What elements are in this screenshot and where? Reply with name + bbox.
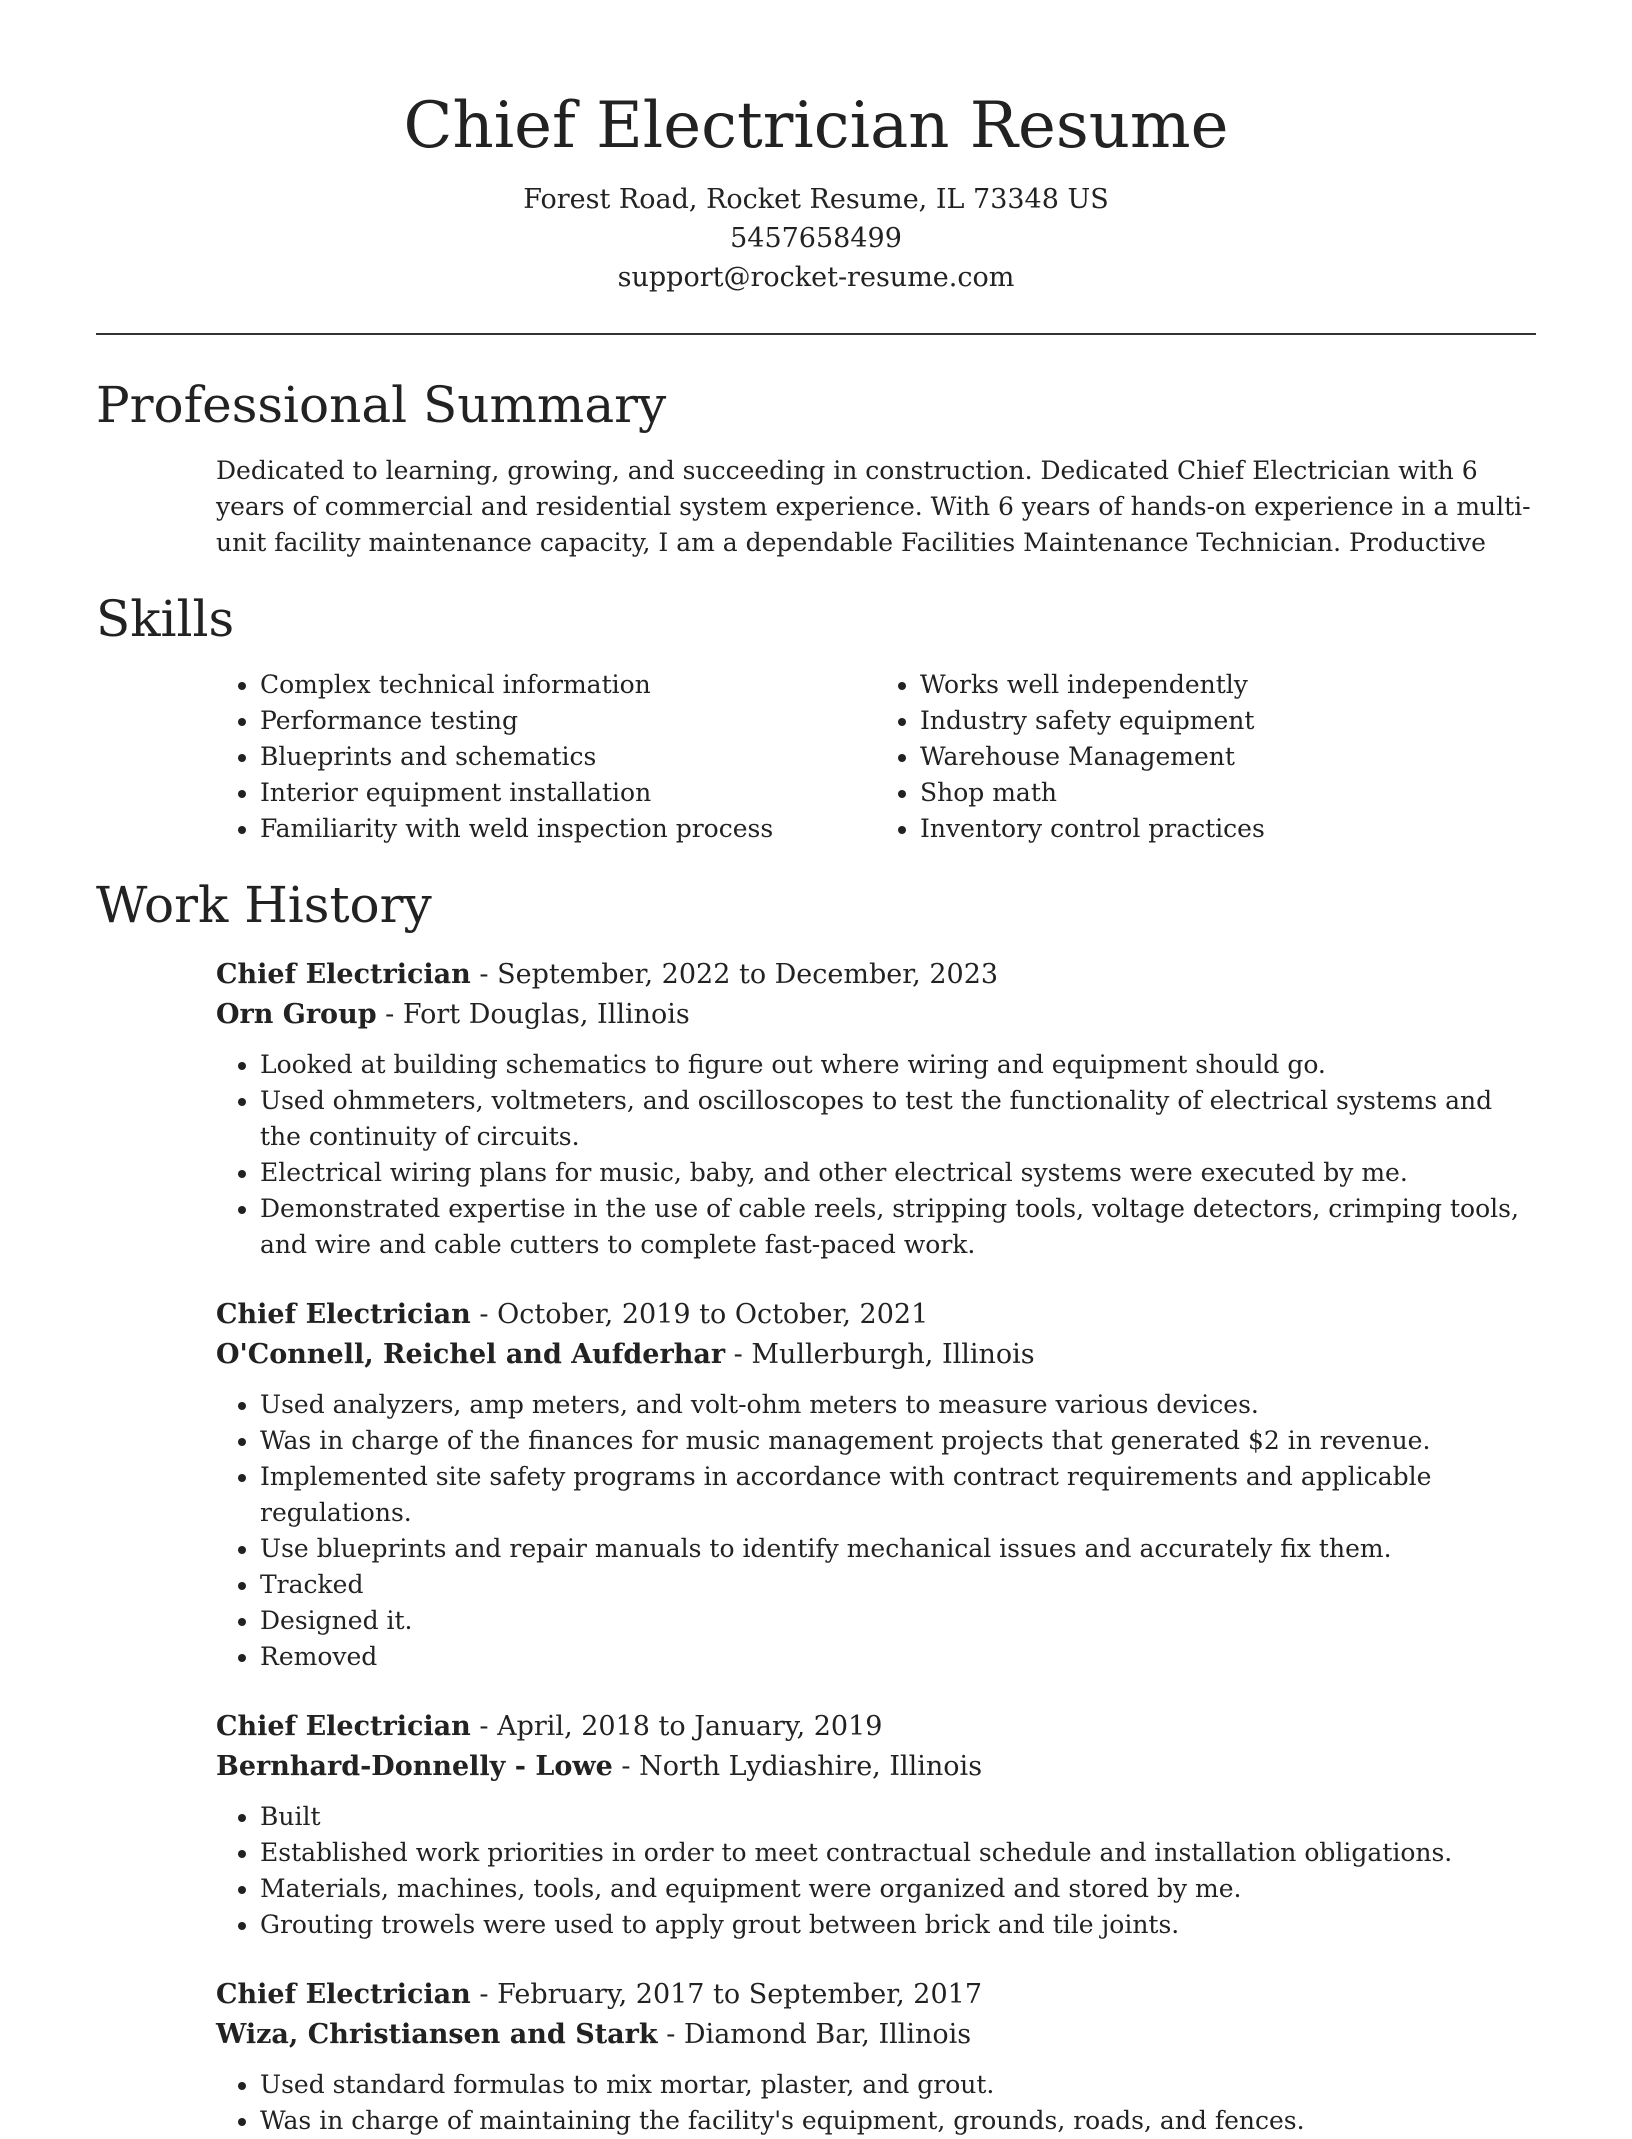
job-entry [216, 1707, 1536, 1943]
skills-column-left [216, 667, 876, 847]
job-bullet: • Designed it. [260, 1603, 1536, 1639]
job-role-line [216, 1975, 1536, 2015]
job-bullet: • Established work priorities in order to meet contractual schedule and installation obligations. [260, 1835, 1536, 1871]
job-bullet: • Implemented site safety programs in accordance with contract requirements and applicable regulations. [260, 1459, 1536, 1531]
job-company-line [216, 1747, 1536, 1787]
separator: - [612, 1751, 640, 1782]
job-bullet: • Built [260, 1799, 1536, 1835]
summary-heading: Professional Summary [96, 376, 667, 434]
resume-header [96, 0, 1536, 297]
job-role-line [216, 1707, 1536, 1747]
job-company: Orn Group [216, 999, 377, 1030]
job-bullet: • Looked at building schematics to figure out where wiring and equipment should go. [260, 1047, 1536, 1083]
job-bullet: • Used standard formulas to mix mortar, plaster, and grout. [260, 2067, 1536, 2103]
skill-item: • Interior equipment installation [260, 775, 876, 811]
header-divider [96, 333, 1536, 335]
job-bullet: • Electrical wiring plans for music, baby, and other electrical systems were executed by me. [260, 1155, 1536, 1191]
separator: - [470, 959, 498, 990]
email: support@rocket-resume.com [617, 262, 1015, 293]
address: Forest Road, Rocket Resume, IL 73348 US [523, 184, 1109, 215]
skill-item: • Performance testing [260, 703, 876, 739]
resume-title: Chief Electrician Resume [403, 89, 1229, 163]
job-bullet: • Grouting trowels were used to apply grout between brick and tile joints. [260, 1907, 1536, 1943]
work-history-heading: Work History [96, 876, 432, 934]
separator: - [657, 2019, 684, 2050]
job-bullets [216, 1047, 1536, 1263]
skill-item: • Familiarity with weld inspection process [260, 811, 876, 847]
job-role-line [216, 955, 1536, 995]
job-company: Bernhard-Donnelly - Lowe [216, 1751, 613, 1782]
separator: - [376, 999, 403, 1030]
job-bullet: • Materials, machines, tools, and equipment were organized and stored by me. [260, 1871, 1536, 1907]
job-bullets [216, 1387, 1536, 1675]
job-entry [216, 955, 1536, 1263]
job-company-line [216, 995, 1536, 1035]
skill-item: • Blueprints and schematics [260, 739, 876, 775]
skill-item: • Works well independently [920, 667, 1536, 703]
job-role: Chief Electrician [216, 1711, 471, 1742]
job-role: Chief Electrician [216, 1979, 471, 2010]
job-dates: April, 2018 to January, 2019 [497, 1711, 883, 1742]
job-bullet: • Demonstrated expertise in the use of cable reels, stripping tools, voltage detectors, crimping tools, and wire and cable cutters to complete fast-paced work. [260, 1191, 1536, 1263]
job-entry [216, 1975, 1536, 2139]
job-role-line [216, 1295, 1536, 1335]
job-bullet: • Was in charge of maintaining the facility's equipment, grounds, roads, and fences. [260, 2103, 1536, 2139]
skills-list [216, 667, 1536, 847]
job-company-line [216, 1335, 1536, 1375]
skill-item: • Industry safety equipment [920, 703, 1536, 739]
job-bullet: • Use blueprints and repair manuals to identify mechanical issues and accurately fix them. [260, 1531, 1536, 1567]
skill-item: • Shop math [920, 775, 1536, 811]
summary-text: Dedicated to learning, growing, and succeeding in construction. Dedicated Chief Electrician with 6 years of commercial and residential system experience. With 6 years of hands-on experience in a multi-unit facility maintenance capacity, I am a dependable Facilities Maintenance Technician. Productive [216, 456, 1531, 557]
separator: - [470, 1979, 498, 2010]
job-location: Fort Douglas, Illinois [402, 999, 690, 1030]
job-bullet: • Used ohmmeters, voltmeters, and oscilloscopes to test the functionality of electrical systems and the continuity of circuits. [260, 1083, 1536, 1155]
skills-column-right [876, 667, 1536, 847]
phone: 5457658499 [730, 223, 902, 254]
job-entry [216, 1295, 1536, 1675]
separator: - [470, 1711, 498, 1742]
separator: - [470, 1299, 498, 1330]
job-bullet: • Tracked [260, 1567, 1536, 1603]
skill-item: • Complex technical information [260, 667, 876, 703]
job-bullet: • Removed [260, 1639, 1536, 1675]
job-role: Chief Electrician [216, 1299, 471, 1330]
job-bullets [216, 1799, 1536, 1943]
separator: - [725, 1339, 752, 1370]
job-company-line [216, 2015, 1536, 2055]
job-bullet: • Was in charge of the finances for music management projects that generated $2 in revenue. [260, 1423, 1536, 1459]
job-location: North Lydiashire, Illinois [639, 1751, 983, 1782]
job-role: Chief Electrician [216, 959, 471, 990]
job-location: Mullerburgh, Illinois [751, 1339, 1035, 1370]
job-company: O'Connell, Reichel and Aufderhar [216, 1339, 726, 1370]
job-bullets [216, 2067, 1536, 2139]
contact-block [96, 180, 1536, 297]
skills-heading: Skills [96, 590, 235, 648]
skill-item: • Inventory control practices [920, 811, 1536, 847]
resume-page [96, 0, 1536, 2139]
skill-item: • Warehouse Management [920, 739, 1536, 775]
job-dates: February, 2017 to September, 2017 [497, 1979, 983, 2010]
job-dates: September, 2022 to December, 2023 [497, 959, 999, 990]
job-bullet: • Used analyzers, amp meters, and volt-ohm meters to measure various devices. [260, 1387, 1536, 1423]
job-dates: October, 2019 to October, 2021 [497, 1299, 929, 1330]
job-location: Diamond Bar, Illinois [683, 2019, 972, 2050]
job-company: Wiza, Christiansen and Stark [216, 2019, 658, 2050]
